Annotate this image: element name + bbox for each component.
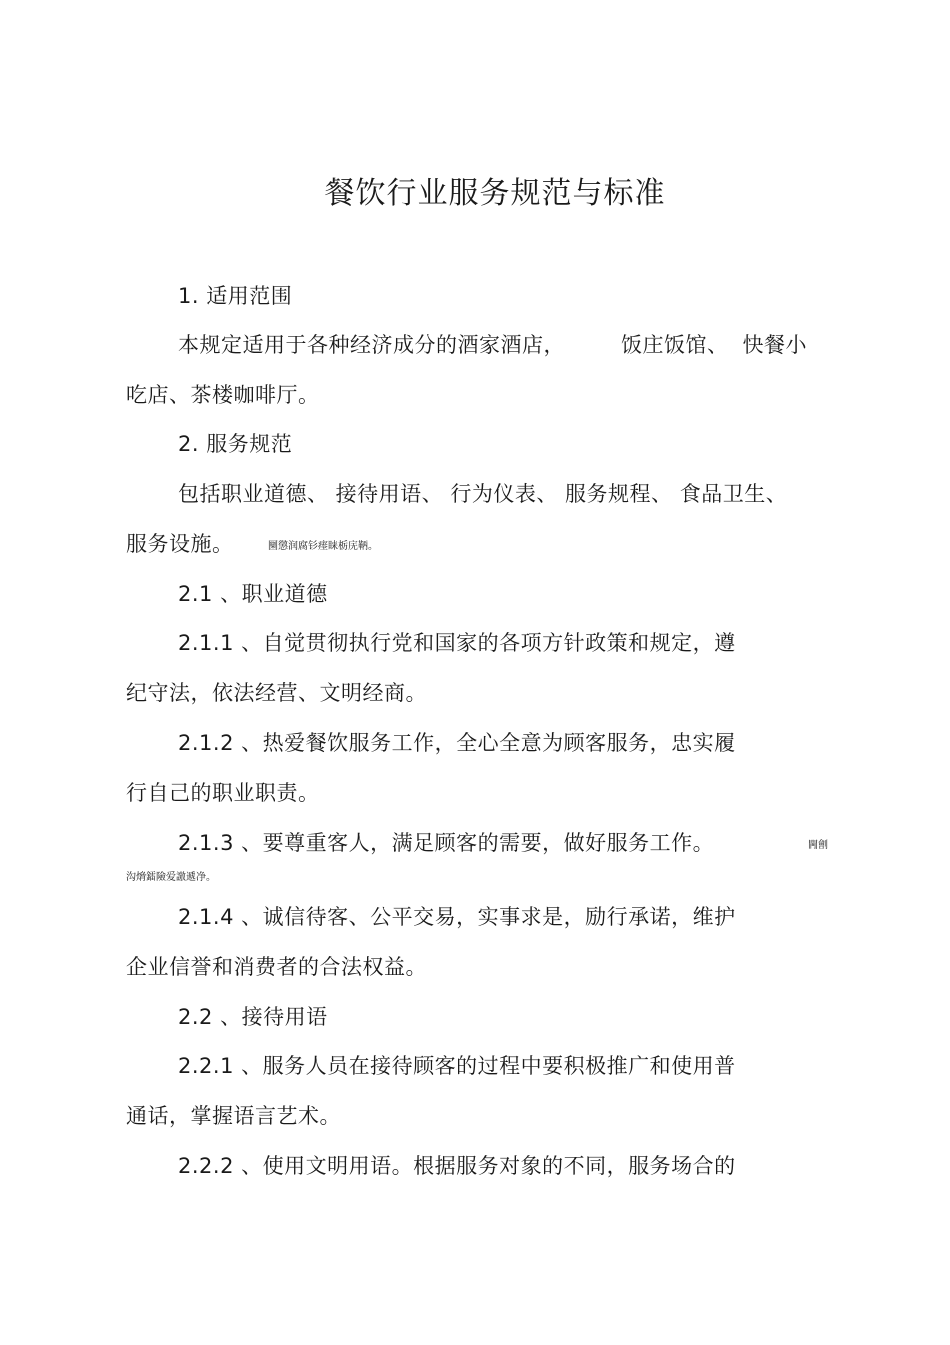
item-2-2-2-line-1: 2.2.2 、使用文明用语。根据服务对象的不同，服务场合的: [178, 1154, 736, 1178]
item-2-1-2-line-1: 2.1.2 、热爱餐饮服务工作，全心全意为顾客服务，忠实履: [178, 731, 736, 755]
section-2-2-heading: 2.2 、接待用语: [178, 1005, 328, 1029]
document-title: 餐饮行业服务规范与标准: [324, 176, 666, 211]
section-1-text-c: 快餐小: [742, 333, 807, 357]
item-2-2-1-line-1: 2.2.1 、服务人员在接待顾客的过程中要积极推广和使用普: [178, 1054, 736, 1078]
item-2-1-4-line-2: 企业信誉和消费者的合法权益。: [126, 955, 427, 979]
section-2-heading: 2. 服务规范: [178, 432, 293, 456]
item-2-1-2-line-2: 行自己的职业职责。: [126, 781, 320, 805]
section-2-paragraph-line-1: 包括职业道德、 接待用语、 行为仪表、 服务规程、 食品卫生、: [178, 482, 788, 506]
item-2-1-3-line-1: 2.1.3 、要尊重客人，满足顾客的需要，做好服务工作。: [178, 831, 715, 855]
section-1-paragraph-line-2: 吃店、茶楼咖啡厅。: [126, 383, 320, 407]
section-1-heading: 1. 适用范围: [178, 284, 293, 308]
item-2-1-3-small-note-a: 闁劊: [808, 840, 828, 851]
section-1-text-a: 本规定适用于各种经济成分的酒家酒店，: [178, 333, 565, 357]
item-2-1-1-line-1: 2.1.1 、自觉贯彻执行党和国家的各项方针政策和规定，遵: [178, 631, 736, 655]
item-2-2-1-line-2: 通话，掌握语言艺术。: [126, 1104, 341, 1128]
section-1-text-b: 饭庄饭馆、: [621, 333, 729, 357]
item-2-1-1-line-2: 纪守法，依法经营、文明经商。: [126, 681, 427, 705]
section-2-paragraph-line-2: 服务设施。: [126, 532, 234, 556]
section-1-paragraph-line-1: [178, 330, 807, 360]
section-2-1-heading: 2.1 、职业道德: [178, 582, 328, 606]
section-2-small-note: 圞懲润腐钐瘗睐栃庑鞆。: [268, 541, 378, 552]
item-2-1-3-small-note-b: 沟熁鐳險爱譤遞净。: [126, 872, 216, 883]
item-2-1-4-line-1: 2.1.4 、诚信待客、公平交易，实事求是，励行承诺，维护: [178, 905, 736, 929]
